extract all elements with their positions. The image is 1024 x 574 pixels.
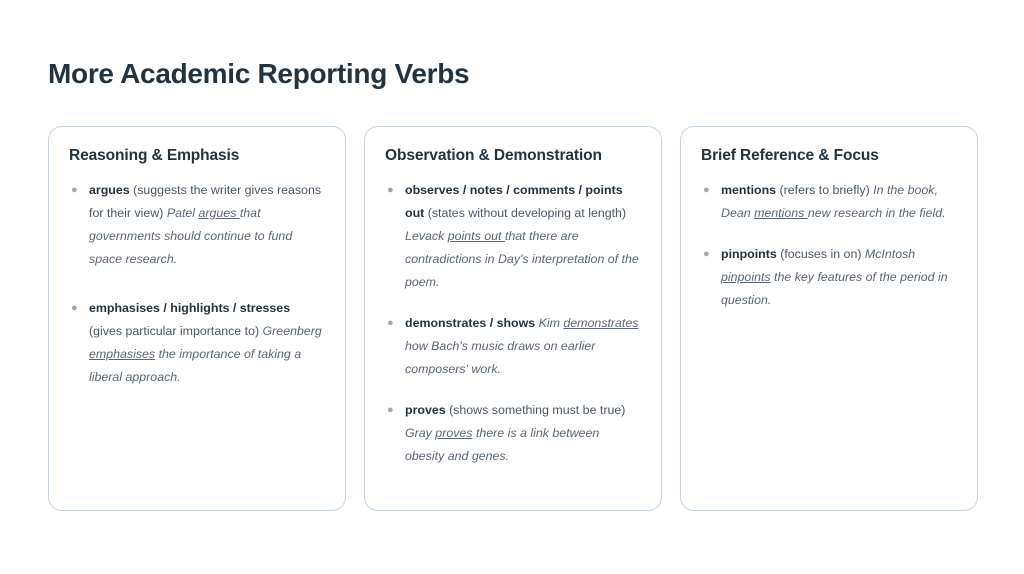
example-post: how Bach's music draws on earlier composers' work. xyxy=(405,339,596,376)
verb-gloss: (refers to briefly) xyxy=(776,183,874,197)
example-post: the key features of the period in question. xyxy=(721,270,948,307)
example-pre: Patel xyxy=(166,206,199,220)
card-title: Brief Reference & Focus xyxy=(701,147,879,164)
verb-gloss: (gives particular importance to) xyxy=(89,324,263,338)
example-underline: points out xyxy=(447,229,505,243)
example-underline: pinpoints xyxy=(721,270,771,284)
entry-text xyxy=(721,243,957,312)
entry-text xyxy=(721,179,957,225)
verb-label: pinpoints xyxy=(721,247,777,261)
verb-label: proves xyxy=(405,403,446,417)
bullet-icon: ● xyxy=(387,404,394,416)
verb-label: argues xyxy=(89,183,130,197)
list-item xyxy=(69,297,325,389)
example-post: that there are contradictions in Day's interpretation of the poem. xyxy=(405,229,639,289)
example-pre: McIntosh xyxy=(864,247,916,261)
verb-gloss: (suggests the writer gives reasons for their view) xyxy=(89,183,322,220)
entry-text xyxy=(405,179,641,294)
bullet-icon: ● xyxy=(71,184,78,196)
card-brief-reference-focus xyxy=(680,126,978,511)
entry-text xyxy=(405,399,641,468)
entry-text xyxy=(405,312,641,381)
page-title: More Academic Reporting Verbs xyxy=(48,58,470,89)
card-observation-demonstration xyxy=(364,126,662,511)
verb-gloss: (focuses in on) xyxy=(776,247,865,261)
bullet-icon: ● xyxy=(703,248,710,260)
example-underline: mentions xyxy=(754,206,808,220)
example-pre: Greenberg xyxy=(262,324,322,338)
list-item xyxy=(385,399,641,468)
verb-label: demonstrates / shows xyxy=(405,316,536,330)
example-underline: emphasises xyxy=(89,347,156,361)
example-pre: Kim xyxy=(538,316,564,330)
verb-label: emphasises / highlights / stresses xyxy=(89,301,291,315)
verb-label: observes / notes / comments / points out xyxy=(405,183,623,220)
verb-label: mentions xyxy=(721,183,777,197)
card-row xyxy=(48,126,978,511)
card-title: Reasoning & Emphasis xyxy=(69,147,240,164)
card-title: Observation & Demonstration xyxy=(385,147,602,164)
list-item xyxy=(69,179,325,271)
example-underline: argues xyxy=(198,206,240,220)
example-post: there is a link between obesity and genes. xyxy=(405,426,600,463)
bullet-icon: ● xyxy=(387,184,394,196)
example-underline: proves xyxy=(435,426,473,440)
example-post: that governments should continue to fund space research. xyxy=(89,206,293,266)
example-post: new research in the field. xyxy=(807,206,946,220)
entry-text xyxy=(89,297,325,389)
example-pre: Levack xyxy=(405,229,448,243)
list-item xyxy=(701,243,957,312)
example-post: the importance of taking a liberal approach. xyxy=(89,347,302,384)
list-item xyxy=(701,179,957,225)
list-item xyxy=(385,179,641,294)
example-pre: In the book, Dean xyxy=(721,183,938,220)
verb-gloss: (states without developing at length) xyxy=(424,206,627,220)
card-reasoning-emphasis xyxy=(48,126,346,511)
bullet-icon: ● xyxy=(71,302,78,314)
example-underline: demonstrates xyxy=(563,316,639,330)
bullet-icon: ● xyxy=(387,317,394,329)
verb-gloss: (shows something must be true) xyxy=(445,403,626,417)
list-item xyxy=(385,312,641,381)
entry-text xyxy=(89,179,325,271)
example-pre: Gray xyxy=(405,426,436,440)
bullet-icon: ● xyxy=(703,184,710,196)
